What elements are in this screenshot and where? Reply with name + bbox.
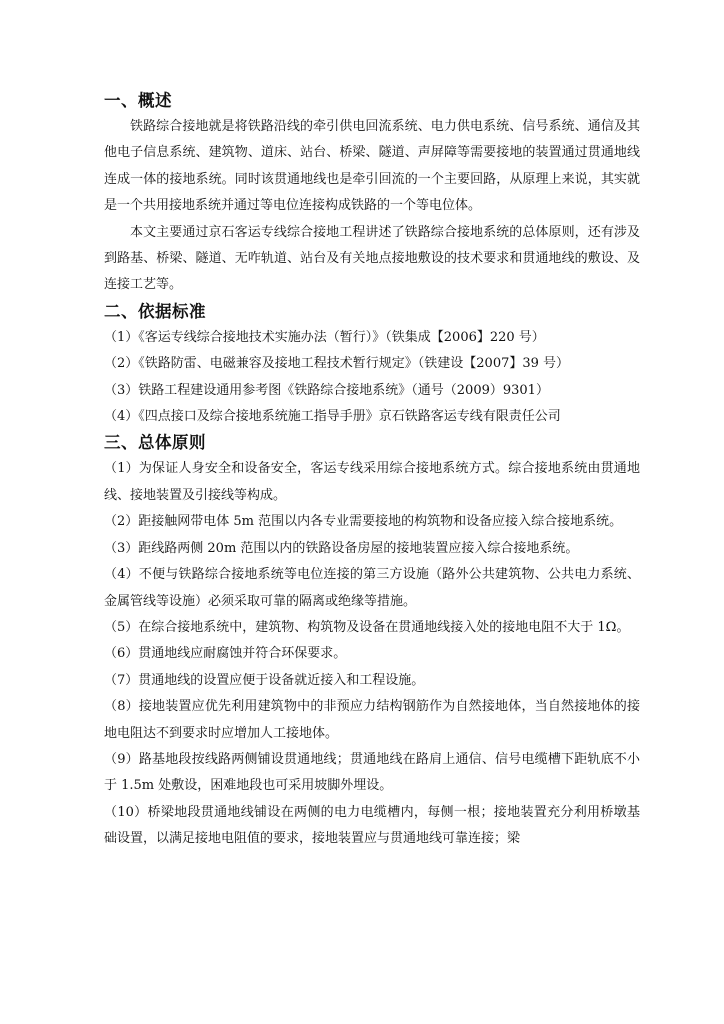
- overview-paragraph-2: 本文主要通过京石客运专线综合接地工程讲述了铁路综合接地系统的总体原则，还有涉及到路基、桥梁、隧道、无咋轨道、站台及有关地点接地敷设的技术要求和贯通地线的敷设、及连接工艺等。: [104, 224, 640, 293]
- principle-item-8: （8）接地装置应优先利用建筑物中的非预应力结构钢筋作为自然接地体，当自然接地体的接地电阻达不到要求时应增加人工接地体。: [104, 699, 640, 741]
- standard-item-2: （2）《铁路防雷、电磁兼容及接地工程技术暂行规定》（铁建设【2007】39 号）: [104, 356, 570, 372]
- principle-item-10: （10）桥梁地段贯通地线铺设在两侧的电力电缆槽内，每侧一根；接地装置充分利用桥墩基础设置，以满足接地电阻值的要求，接地装置应与贯通地线可靠连接；梁: [104, 804, 640, 847]
- principle-item-6: （6）贯通地线应耐腐蚀并符合环保要求。: [104, 646, 347, 662]
- document-body: [104, 88, 640, 853]
- standard-item-3: （3）铁路工程建设通用参考图《铁路综合接地系统》（通号（2009）9301）: [104, 382, 549, 398]
- principle-item-2: （2）距接触网带电体 5m 范围以内各专业需要接地的构筑物和设备应接入综合接地系统。: [104, 514, 623, 530]
- section-heading-overview: 一、概述: [104, 91, 172, 110]
- principle-item-4: （4）不便与铁路综合接地系统等电位连接的第三方设施（路外公共建筑物、公共电力系统、金属管线等设施）必须采取可靠的隔离或绝缘等措施。: [104, 567, 640, 609]
- standard-item-4: （4）《四点接口及综合接地系统施工指导手册》京石铁路客运专线有限责任公司: [104, 409, 561, 425]
- principle-item-1: （1）为保证人身安全和设备安全，客运专线采用综合接地系统方式。综合接地系统由贯通地线、接地装置及引接线等构成。: [104, 461, 640, 503]
- principle-item-5: （5）在综合接地系统中，建筑物、构筑物及设备在贯通地线接入处的接地电阻不大于 1Ω。: [104, 619, 630, 635]
- section-heading-standards: 二、依据标准: [104, 301, 206, 321]
- section-heading-principles: 三、总体原则: [104, 433, 206, 453]
- principle-item-3: （3）距线路两侧 20m 范围以内的铁路设备房屋的接地装置应接入综合接地系统。: [104, 540, 579, 556]
- principle-item-7: （7）贯通地线的设置应便于设备就近接入和工程设施。: [104, 672, 425, 688]
- principle-item-9: （9）路基地段按线路两侧铺设贯通地线；贯通地线在路肩上通信、信号电缆槽下距轨底不小于 1.5m 处敷设，困难地段也可采用坡脚外埋设。: [104, 751, 640, 794]
- standard-item-1: （1）《客运专线综合接地技术实施办法（暂行）》（铁集成【2006】220 号）: [104, 329, 545, 345]
- overview-paragraph-1: 铁路综合接地就是将铁路沿线的牵引供电回流系统、电力供电系统、信号系统、通信及其他电子信息系统、建筑物、道床、站台、桥梁、隧道、声屏障等需要接地的装置通过贯通地线连成一体的接地系统。同时该贯通地线也是牵引回流的一个主要回路，从原理上来说，其实就是一个共用接地系统并通过等电位连接构成铁路的一个等电位体。: [104, 119, 640, 214]
